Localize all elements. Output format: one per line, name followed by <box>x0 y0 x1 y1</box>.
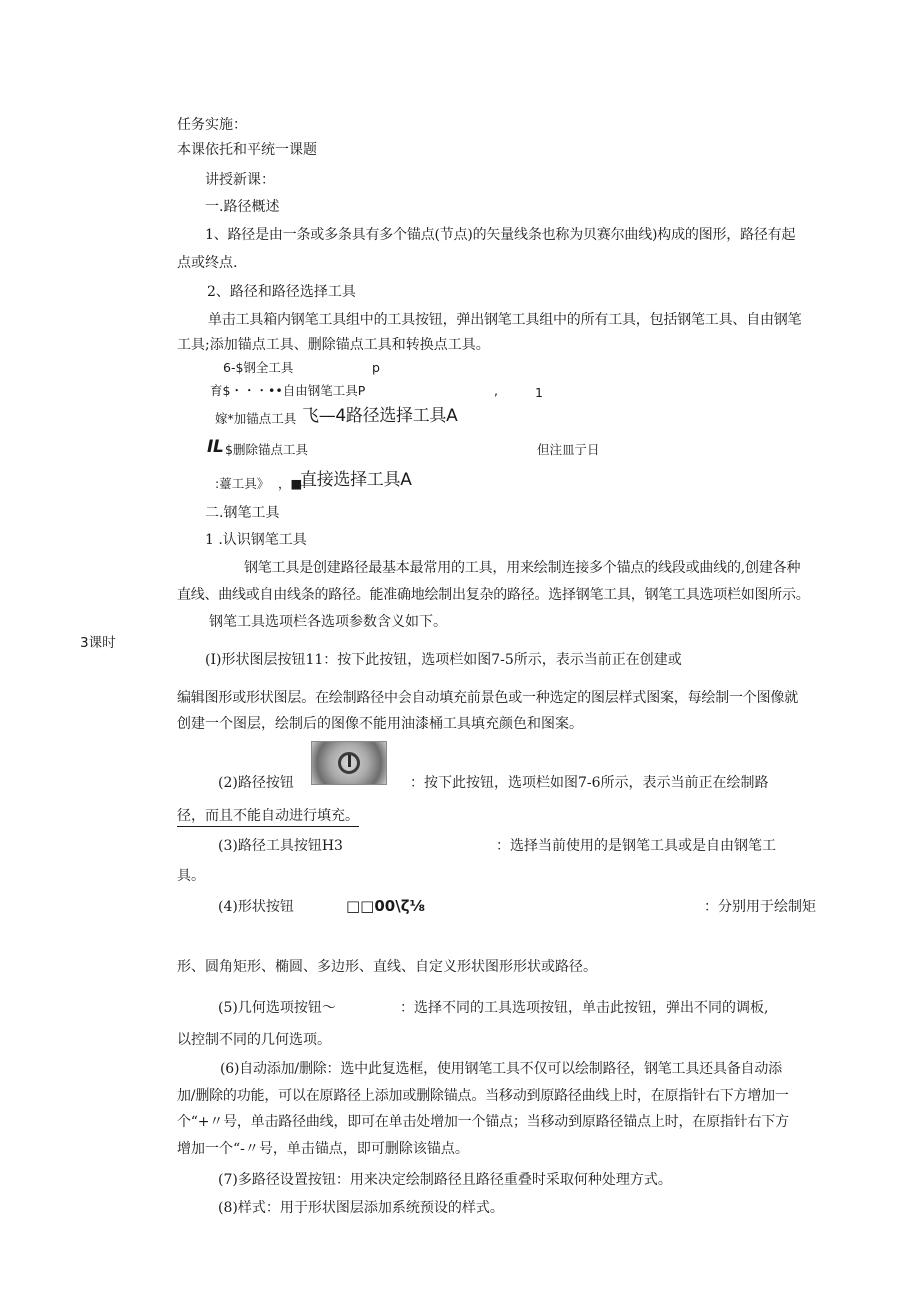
item-3-line-1b: ：选择当前使用的是钢笔工具或是自由钢笔工 <box>496 838 776 854</box>
item-4-line-1b: ：分别用于绘制矩 <box>704 899 816 915</box>
para-3-line-2: 工具;添加锚点工具、删除锚点工具和转换点工具。 <box>177 337 490 353</box>
para-3-line-1: 单击工具箱内钢笔工具组中的工具按钮，弹出钢笔工具组中的所有工具，包括钢笔工具、自由钢笔 <box>208 312 802 328</box>
tool-mark-b: 1 <box>535 385 543 400</box>
para-1-line-2: 点或终点. <box>177 255 238 271</box>
task-heading: 任务实施： <box>177 117 247 133</box>
item-6-line-2: 加/删除的功能，可以在原路径上添加或删除锚点。当移动到原路径曲线上时，在原指针右下方增加一 <box>177 1088 789 1104</box>
shape-buttons: □□00\ζ⅛ <box>346 897 426 915</box>
item-3-line-1: (3)路径工具按钮H3 <box>218 838 343 854</box>
tool-delete-prefix: IL <box>207 437 224 457</box>
item-5-line-1b: ：选择不同的工具选项按钮，单击此按钮，弹出不同的调板, <box>400 1000 769 1016</box>
item-2-line-1b: ：按下此按钮，选项栏如图7-6所示，表示当前正在绘制路 <box>410 775 769 791</box>
item-4-line-1: (4)形状按钮 <box>218 899 294 915</box>
item-7: (7)多路径设置按钮：用来决定绘制路径且路径重叠时采取何种处理方式。 <box>218 1172 672 1188</box>
item-2-line-2: 径，而且不能自动进行填充。 <box>177 806 359 827</box>
tool-pen-shortcut: p <box>372 360 380 375</box>
item-3-line-2: 具。 <box>177 868 205 884</box>
tool-path-selection: 飞—4路径选择工具A <box>302 406 458 426</box>
tool-freeform-pen: 育$・・・••自由钢笔工具P <box>210 383 366 398</box>
para-5-line-2: 直线、曲线或自由线条的路径。能准确地绘制出复杂的路径。选择钢笔工具，钢笔工具选项栏如图所示。 <box>177 587 810 603</box>
item-8: (8)样式：用于形状图层添加系统预设的样式。 <box>218 1200 504 1216</box>
item-1-line-3: 创建一个图层，绘制后的图像不能用油漆桶工具填充颜色和图案。 <box>177 716 583 732</box>
tool-direct-selection: 直接选择工具A <box>300 470 412 490</box>
course-line: 本课依托和平统一课题 <box>177 142 317 158</box>
tool-delete-anchor: $删除锚点工具 <box>225 442 308 457</box>
para-4: 1 .认识钢笔工具 <box>205 532 307 548</box>
item-6-line-1: (6)自动添加/删除：选中此复选框，使用钢笔工具不仅可以绘制路径，钢笔工具还具备自动添 <box>220 1061 782 1077</box>
item-2-line-1: (2)路径按钮 <box>218 775 294 791</box>
tool-separator: ，■: <box>278 476 307 491</box>
path-button-icon <box>311 741 387 785</box>
para-6: 钢笔工具选项栏各选项参数含义如下。 <box>209 614 447 630</box>
item-1-line-2: 编辑图形或形状图层。在绘制路径中会自动填充前景色或一种选定的图层样式图案，每绘制一个图像就 <box>177 690 798 706</box>
para-5-line-1: 钢笔工具是创建路径最基本最常用的工具，用来绘制连接多个锚点的线段或曲线的,创建各种 <box>244 560 801 576</box>
section-1-title: 一.路径概述 <box>205 199 280 215</box>
item-1-line-1: (I)形状图层按钮11：按下此按钮，选项栏如图7-5所示，表示当前正在创建或 <box>205 652 682 668</box>
item-6-line-3: 个“+〃号，单击路径曲线，即可在单击处增加一个锚点；当移动到原路径锚点上时，在原指针右下方 <box>177 1114 789 1130</box>
item-6-line-4: 增加一个“-〃号，单击锚点，即可删除该锚点。 <box>177 1141 469 1157</box>
section-2-title: 二.钢笔工具 <box>205 505 280 521</box>
tool-convert-point: :薹工具》 <box>215 476 270 491</box>
para-2: 2、路径和路径选择工具 <box>207 284 356 300</box>
lecture-heading: 讲授新课： <box>205 172 275 188</box>
para-1-line-1: 1、路径是由一条或多条具有多个锚点(节点)的矢量线条也称为贝赛尔曲线)构成的图形，路径有起 <box>205 227 796 243</box>
tool-pen: 6-$钢全工具 <box>223 360 294 375</box>
item-5-line-2: 以控制不同的几何选项。 <box>177 1032 331 1048</box>
tool-add-anchor: 嫁*加锚点工具 <box>215 411 297 426</box>
item-5-line-1: (5)几何选项按钮〜 <box>218 1000 336 1016</box>
item-4-line-2: 形、圆角矩形、椭圆、多边形、直线、自定义形状图形形状或路径。 <box>177 959 597 975</box>
tool-mark-a: , <box>494 383 498 398</box>
tool-garbled-text: 但注皿亍日 <box>537 442 600 457</box>
side-note-hours: 3课时 <box>80 635 116 651</box>
